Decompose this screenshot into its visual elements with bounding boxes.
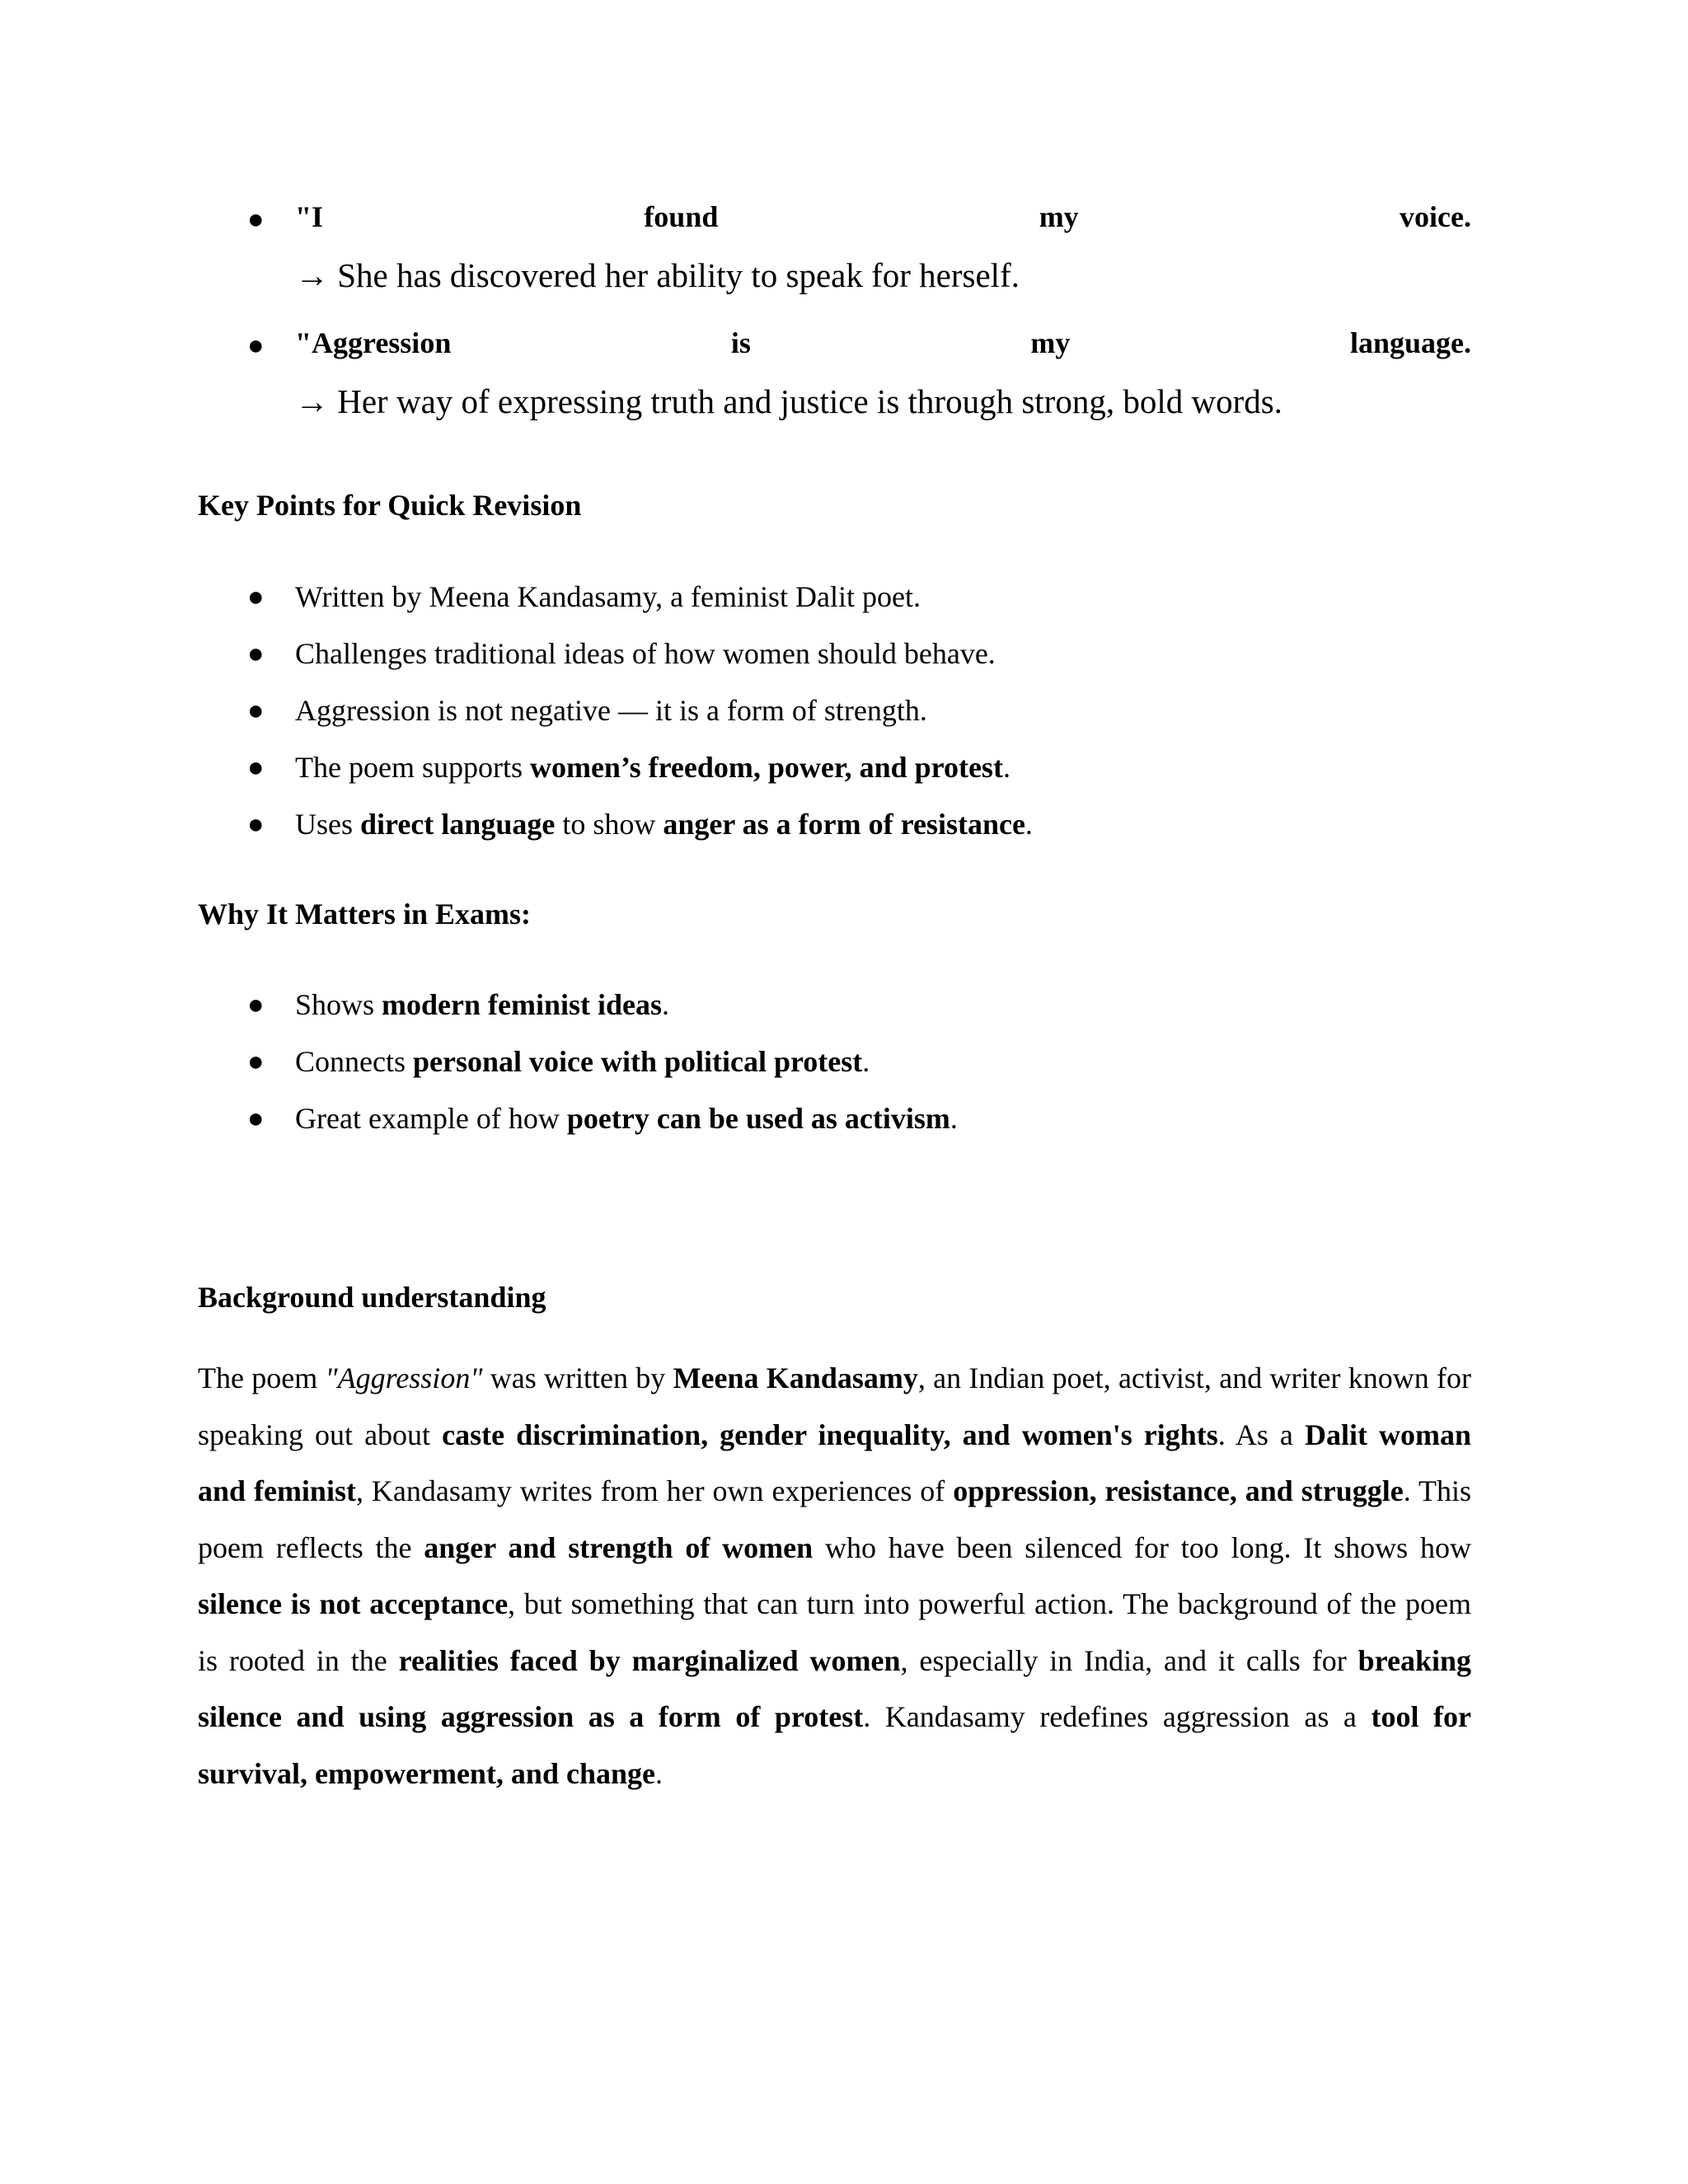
key-points-list [198, 569, 1471, 853]
para-emphasis: breaking silence and using aggression as a form of protest [198, 1643, 1471, 1733]
para-emphasis: Dalit woman and feminist [198, 1418, 1472, 1507]
item-text: Shows [295, 988, 382, 1021]
para-text: . Kandasamy redefines aggression as a [863, 1700, 1372, 1733]
item-text: The poem supports [295, 751, 530, 784]
item-text: Uses [295, 808, 360, 841]
bullet: ● [247, 1104, 265, 1134]
section-heading: Key Points for Quick Revision [198, 489, 582, 522]
section-heading: Background understanding [198, 1281, 546, 1314]
para-text: , an Indian poet, activist, and writer known for speaking out about [198, 1361, 1471, 1451]
quote-word: my [1030, 326, 1071, 359]
item-text: . [950, 1102, 958, 1135]
item-text: Challenges traditional ideas of how women should behave. [295, 637, 996, 670]
list-item [198, 682, 1471, 739]
para-text: , but something that can turn into powerful action. The background of the poem is rooted in the [198, 1587, 1471, 1677]
item-emphasis: women’s freedom, power, and protest [529, 751, 1003, 784]
quote-word: voice. [1400, 200, 1471, 233]
quote-word: is [730, 326, 751, 359]
item-text: Great example of how [295, 1102, 567, 1135]
bullet: ● [247, 204, 265, 235]
item-emphasis: direct language [360, 808, 556, 841]
item-text: Written by Meena Kandasamy, a feminist Dalit poet. [295, 580, 921, 613]
bullet: ● [247, 1047, 265, 1077]
list-item [198, 569, 1471, 626]
list-item [198, 1033, 1471, 1090]
item-text: Aggression is not negative — it is a form of strength. [295, 694, 927, 727]
quote-word: "I [295, 200, 323, 233]
para-text: The poem [198, 1361, 326, 1394]
quote-explanation: → Her way of expressing truth and justice is through strong, bold words. [295, 382, 1282, 420]
item-emphasis: modern feminist ideas [382, 988, 663, 1021]
bullet: ● [247, 990, 265, 1020]
background-paragraph [198, 1350, 1471, 1802]
item-text: . [662, 988, 670, 1021]
bullet: ● [247, 582, 265, 612]
quote-explanation: → She has discovered her ability to speak for herself. [295, 256, 1020, 294]
para-emphasis: anger and strength of women [424, 1530, 814, 1564]
para-text: was written by [482, 1361, 673, 1394]
para-text: , especially in India, and it calls for [900, 1643, 1358, 1677]
exams-list [198, 977, 1471, 1147]
item-text: . [1002, 751, 1010, 784]
quote-item [198, 199, 1471, 307]
quote-item [198, 326, 1471, 433]
quote-word: my [1039, 200, 1079, 233]
quote-word: found [644, 200, 719, 233]
bullet: ● [247, 752, 265, 783]
para-emphasis: silence is not acceptance [198, 1587, 509, 1620]
para-emphasis: tool for survival, empowerment, and change [198, 1700, 1471, 1790]
para-emphasis: caste discrimination, gender inequality, and women's rights [442, 1418, 1218, 1451]
quote-line [295, 326, 1471, 361]
item-text: Connects [295, 1045, 413, 1078]
item-emphasis: anger as a form of resistance [663, 808, 1025, 841]
list-item [198, 626, 1471, 682]
para-emphasis: realities faced by marginalized women [398, 1643, 901, 1677]
para-text: , Kandasamy writes from her own experiences of [355, 1474, 954, 1507]
poem-title: "Aggression" [325, 1361, 483, 1394]
section-heading: Why It Matters in Exams: [198, 898, 531, 930]
bullet: ● [247, 696, 265, 726]
list-item [198, 796, 1471, 853]
para-text: . [654, 1756, 663, 1790]
quote-word: "Aggression [295, 326, 452, 359]
para-text: . This poem reflects the [198, 1474, 1472, 1564]
item-text: . [1025, 808, 1033, 841]
item-emphasis: poetry can be used as activism [566, 1102, 950, 1135]
para-emphasis: Meena Kandasamy [673, 1361, 918, 1394]
para-text: who have been silenced for too long. It shows how [813, 1530, 1471, 1564]
item-text: . [862, 1045, 870, 1078]
para-text: . As a [1217, 1418, 1305, 1451]
item-text: to show [555, 808, 663, 841]
item-emphasis: personal voice with political protest [412, 1045, 863, 1078]
list-item [198, 977, 1471, 1033]
list-item [198, 739, 1471, 796]
quote-word: language. [1349, 326, 1471, 359]
bullet: ● [247, 330, 265, 361]
list-item [198, 1090, 1471, 1147]
bullet: ● [247, 809, 265, 840]
para-emphasis: oppression, resistance, and struggle [953, 1474, 1404, 1507]
quote-line [295, 199, 1471, 235]
bullet: ● [247, 639, 265, 669]
